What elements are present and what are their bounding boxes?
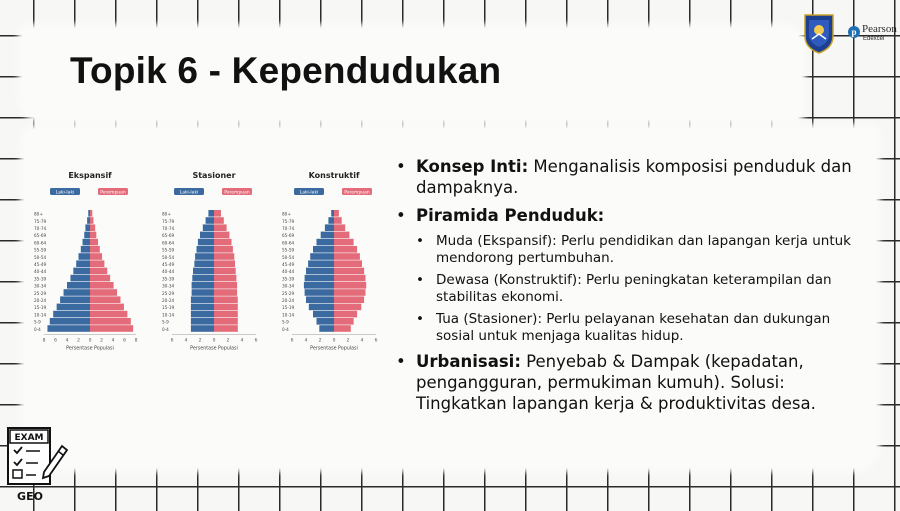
bar-male bbox=[191, 318, 214, 325]
bar-male bbox=[198, 239, 214, 246]
bar-male bbox=[194, 260, 214, 267]
age-group-label: 40-44 bbox=[34, 269, 47, 275]
age-group-label: 65-69 bbox=[162, 233, 175, 239]
bar-male bbox=[47, 325, 90, 332]
age-group-label: 0-4 bbox=[282, 326, 289, 332]
bar-male bbox=[192, 282, 214, 289]
age-group-label: 50-54 bbox=[34, 254, 47, 260]
page-title: Topik 6 - Kependudukan bbox=[70, 50, 502, 91]
age-group-label: 20-24 bbox=[282, 298, 295, 303]
bullet-piramida: • Piramida Penduduk: bbox=[394, 205, 854, 226]
bar-male bbox=[304, 282, 334, 289]
bar-female bbox=[334, 289, 366, 296]
bar-male bbox=[88, 210, 90, 217]
bar-female bbox=[214, 217, 224, 224]
bar-female bbox=[90, 217, 93, 224]
bar-female bbox=[214, 275, 236, 282]
bar-male bbox=[309, 304, 334, 311]
x-tick-label: 4 bbox=[304, 338, 308, 344]
age-group-label: 60-64 bbox=[282, 240, 295, 246]
x-tick-label: 6 bbox=[170, 338, 174, 344]
legend-female-label: Perempuan bbox=[344, 190, 370, 196]
pearson-name: Pearson bbox=[862, 23, 897, 35]
bar-female bbox=[334, 296, 364, 303]
age-group-label: 75-79 bbox=[162, 218, 175, 224]
bullet-konsep-inti: • Konsep Inti: Menganalisis komposisi penduduk dan dampaknya. bbox=[394, 156, 854, 198]
bar-male bbox=[200, 232, 214, 239]
bar-female bbox=[90, 325, 133, 332]
age-group-label: 30-34 bbox=[282, 283, 295, 289]
age-group-label: 40-44 bbox=[282, 269, 295, 275]
age-group-label: 50-54 bbox=[282, 254, 295, 260]
age-group-label: 45-49 bbox=[162, 262, 175, 267]
x-tick-label: 2 bbox=[346, 338, 350, 344]
age-group-label: 45-49 bbox=[282, 262, 295, 267]
age-group-label: 80+ bbox=[34, 211, 43, 217]
bar-female bbox=[90, 246, 100, 253]
bar-female bbox=[90, 260, 104, 267]
x-tick-label: 0 bbox=[332, 338, 336, 344]
age-group-label: 15-19 bbox=[282, 305, 295, 311]
age-group-label: 0-4 bbox=[162, 326, 169, 332]
bar-male bbox=[76, 260, 90, 267]
bar-female bbox=[214, 311, 238, 318]
age-group-label: 10-14 bbox=[282, 312, 295, 318]
pearson-mark-icon: p bbox=[848, 26, 860, 38]
x-tick-label: 6 bbox=[54, 338, 57, 344]
x-tick-label: 2 bbox=[100, 338, 103, 344]
chart-title: Ekspansif bbox=[68, 171, 112, 180]
bar-female bbox=[334, 318, 354, 325]
bar-female bbox=[214, 318, 238, 325]
x-tick-label: 4 bbox=[111, 338, 115, 344]
x-tick-label: 8 bbox=[134, 338, 138, 344]
legend-female-label: Perempuan bbox=[100, 190, 126, 196]
bar-female bbox=[334, 217, 342, 224]
age-group-label: 20-24 bbox=[162, 298, 175, 303]
age-group-label: 75-79 bbox=[34, 218, 47, 224]
bar-male bbox=[83, 239, 90, 246]
sub-bullet-tua: • Tua (Stasioner): Perlu pelayanan kesehatan dan dukungan sosial untuk menjaga kualitas hidup. bbox=[414, 311, 854, 345]
bar-male bbox=[208, 210, 214, 217]
bar-male bbox=[206, 217, 214, 224]
bar-female bbox=[214, 210, 221, 217]
bar-female bbox=[90, 275, 110, 282]
bar-male bbox=[313, 246, 334, 253]
bar-female bbox=[90, 253, 102, 260]
age-group-label: 75-79 bbox=[282, 218, 295, 224]
x-tick-label: 2 bbox=[226, 338, 230, 344]
x-tick-label: 6 bbox=[123, 338, 126, 344]
age-group-label: 65-69 bbox=[34, 233, 47, 239]
x-tick-label: 4 bbox=[184, 338, 188, 344]
bar-female bbox=[214, 325, 238, 332]
age-group-label: 25-29 bbox=[282, 290, 295, 296]
bar-male bbox=[305, 275, 334, 282]
bar-female bbox=[334, 275, 366, 282]
age-group-label: 55-59 bbox=[282, 247, 295, 253]
age-group-label: 60-64 bbox=[162, 240, 175, 246]
age-group-label: 55-59 bbox=[34, 247, 47, 253]
exam-label: EXAM bbox=[14, 433, 44, 443]
bar-male bbox=[325, 224, 334, 231]
age-group-label: 15-19 bbox=[162, 305, 175, 311]
bar-female bbox=[90, 232, 96, 239]
age-group-label: 5-9 bbox=[282, 319, 289, 325]
age-group-label: 55-59 bbox=[162, 247, 175, 253]
bar-female bbox=[90, 210, 92, 217]
exam-geo-icon bbox=[0, 414, 72, 506]
age-group-label: 25-29 bbox=[162, 290, 175, 296]
bar-male bbox=[192, 275, 214, 282]
bar-male bbox=[306, 268, 334, 275]
age-group-label: 35-39 bbox=[162, 276, 175, 282]
bar-male bbox=[53, 311, 90, 318]
bar-male bbox=[57, 304, 90, 311]
age-group-label: 5-9 bbox=[162, 319, 169, 325]
university-logo bbox=[802, 12, 836, 54]
age-group-label: 60-64 bbox=[34, 240, 47, 246]
x-tick-label: 4 bbox=[360, 338, 364, 344]
x-tick-label: 4 bbox=[65, 338, 69, 344]
age-group-label: 80+ bbox=[282, 211, 291, 217]
bar-female bbox=[90, 304, 124, 311]
bar-male bbox=[317, 239, 335, 246]
bar-female bbox=[214, 282, 237, 289]
pearson-subtitle: Edexcel bbox=[863, 36, 885, 42]
bar-male bbox=[203, 224, 214, 231]
bar-male bbox=[331, 210, 334, 217]
x-tick-label: 6 bbox=[290, 338, 294, 344]
age-group-label: 45-49 bbox=[34, 262, 47, 267]
bar-male bbox=[191, 311, 214, 318]
age-group-label: 70-74 bbox=[162, 226, 175, 231]
age-group-label: 5-9 bbox=[34, 319, 41, 325]
x-tick-label: 6 bbox=[254, 338, 258, 344]
x-axis-label: Persentase Populasi bbox=[190, 346, 238, 352]
legend-female-label: Perempuan bbox=[224, 190, 250, 196]
bar-female bbox=[90, 289, 117, 296]
bar-male bbox=[313, 311, 334, 318]
bar-female bbox=[214, 289, 237, 296]
bar-female bbox=[214, 246, 233, 253]
bar-male bbox=[193, 268, 214, 275]
bar-female bbox=[334, 246, 357, 253]
geo-label: GEO bbox=[17, 490, 43, 503]
bar-male bbox=[79, 253, 91, 260]
chart-title: Stasioner bbox=[192, 171, 236, 180]
legend-male-label: Laki-laki bbox=[55, 190, 75, 196]
chart-title: Konstruktif bbox=[308, 171, 360, 180]
age-group-label: 40-44 bbox=[162, 269, 175, 275]
x-axis-label: Persentase Populasi bbox=[310, 346, 358, 352]
bar-female bbox=[214, 268, 236, 275]
bar-female bbox=[334, 224, 345, 231]
bar-male bbox=[191, 304, 214, 311]
bar-female bbox=[334, 282, 366, 289]
bar-female bbox=[334, 311, 357, 318]
age-group-label: 30-34 bbox=[34, 283, 47, 289]
bar-female bbox=[214, 239, 232, 246]
x-tick-label: 6 bbox=[374, 338, 378, 344]
legend-male-label: Laki-laki bbox=[299, 190, 319, 196]
bar-male bbox=[191, 325, 214, 332]
age-group-label: 15-19 bbox=[34, 305, 47, 311]
bar-female bbox=[334, 260, 362, 267]
bar-female bbox=[334, 232, 349, 239]
bar-male bbox=[195, 253, 214, 260]
bar-male bbox=[319, 325, 334, 332]
bar-female bbox=[90, 311, 127, 318]
bar-female bbox=[334, 253, 360, 260]
bar-male bbox=[73, 268, 90, 275]
sub-bullet-muda: • Muda (Ekspansif): Perlu pendidikan dan lapangan kerja untuk mendorong pertumbuhan. bbox=[414, 233, 854, 267]
bullet-urbanisasi: • Urbanisasi: Penyebab & Dampak (kepadatan, pengangguran, permukiman kumuh). Solusi: Tingkatkan lapangan kerja & produktivitas desa. bbox=[394, 351, 854, 414]
bar-female bbox=[214, 260, 235, 267]
bar-male bbox=[310, 253, 334, 260]
bar-female bbox=[334, 304, 361, 311]
age-group-label: 0-4 bbox=[34, 326, 41, 332]
bar-male bbox=[85, 224, 90, 231]
bar-female bbox=[214, 304, 238, 311]
bar-female bbox=[214, 296, 238, 303]
age-group-label: 30-34 bbox=[162, 283, 175, 289]
x-tick-label: 0 bbox=[88, 338, 92, 344]
pearson-logo bbox=[848, 24, 900, 48]
legend-male-label: Laki-laki bbox=[179, 190, 199, 196]
age-group-label: 10-14 bbox=[162, 312, 175, 318]
bar-male bbox=[70, 275, 90, 282]
bar-female bbox=[334, 239, 354, 246]
bar-female bbox=[334, 325, 351, 332]
bar-female bbox=[334, 210, 339, 217]
bar-female bbox=[214, 253, 234, 260]
bar-male bbox=[64, 289, 90, 296]
age-group-label: 35-39 bbox=[34, 276, 47, 282]
bar-male bbox=[87, 217, 90, 224]
age-group-label: 70-74 bbox=[34, 226, 47, 231]
bar-female bbox=[334, 268, 364, 275]
bar-male bbox=[84, 232, 90, 239]
bar-male bbox=[192, 289, 214, 296]
bar-male bbox=[81, 246, 90, 253]
age-group-label: 50-54 bbox=[162, 254, 175, 260]
age-group-label: 80+ bbox=[162, 211, 171, 217]
bar-female bbox=[90, 239, 98, 246]
age-group-label: 70-74 bbox=[282, 226, 295, 231]
bar-male bbox=[328, 217, 334, 224]
age-group-label: 20-24 bbox=[34, 298, 47, 303]
bar-male bbox=[317, 318, 335, 325]
x-tick-label: 2 bbox=[198, 338, 202, 344]
x-tick-label: 2 bbox=[318, 338, 322, 344]
bar-male bbox=[305, 289, 334, 296]
bar-female bbox=[90, 318, 131, 325]
population-pyramids-chart bbox=[20, 160, 380, 360]
bar-female bbox=[90, 268, 107, 275]
bar-male bbox=[321, 232, 334, 239]
bar-male bbox=[50, 318, 90, 325]
bar-male bbox=[60, 296, 90, 303]
bar-female bbox=[90, 224, 95, 231]
x-tick-label: 4 bbox=[240, 338, 244, 344]
age-group-label: 25-29 bbox=[34, 290, 47, 296]
bar-male bbox=[191, 296, 214, 303]
sub-bullet-dewasa: • Dewasa (Konstruktif): Perlu peningkatan keterampilan dan stabilitas ekonomi. bbox=[414, 272, 854, 306]
age-group-label: 10-14 bbox=[34, 312, 47, 318]
content-bullets bbox=[394, 156, 854, 421]
age-group-label: 65-69 bbox=[282, 233, 295, 239]
bar-female bbox=[214, 224, 227, 231]
x-axis-label: Persentase Populasi bbox=[66, 346, 114, 352]
bar-female bbox=[90, 296, 120, 303]
x-tick-label: 0 bbox=[212, 338, 216, 344]
bar-male bbox=[197, 246, 215, 253]
age-group-label: 35-39 bbox=[282, 276, 295, 282]
bar-male bbox=[67, 282, 90, 289]
bar-male bbox=[306, 296, 334, 303]
bar-male bbox=[308, 260, 334, 267]
bar-female bbox=[90, 282, 114, 289]
x-tick-label: 8 bbox=[42, 338, 46, 344]
x-tick-label: 2 bbox=[77, 338, 80, 344]
bar-female bbox=[214, 232, 229, 239]
